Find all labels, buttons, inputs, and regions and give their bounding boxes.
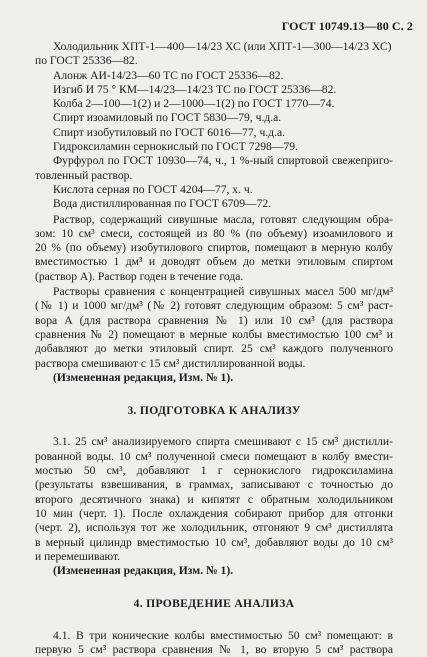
equipment-line: Спирт изобутиловый по ГОСТ 6016—77, ч.д.а. bbox=[53, 125, 286, 139]
text-line: рованной воды. 10 см³ полученной смеси помещают в колбу вмести- bbox=[35, 449, 393, 463]
text-line: (черт. 2), используя тот же холодильник, отгоняют 9 см³ дистиллята bbox=[35, 521, 393, 535]
text-line: в мерный цилиндр вместимостью 10 см³, добавляют воды до 10 см³ bbox=[35, 535, 393, 549]
text-line: зом: 10 см³ смеси, состоящей из 80 % (по объему) изоамилового и bbox=[35, 226, 393, 240]
equipment-line: Колба 2—100—1(2) и 2—1000—1(2) по ГОСТ 1770—74. bbox=[53, 97, 335, 111]
equipment-line: Кислота серная по ГОСТ 4204—77, х. ч. bbox=[53, 182, 253, 196]
text-line: добавляют до метки этиловый спирт. 25 см³ каждого полученного bbox=[35, 342, 393, 356]
equipment-line: по ГОСТ 25336—82. bbox=[35, 54, 138, 68]
equipment-list bbox=[35, 40, 393, 212]
text-line: 3.1. 25 см³ анализируемого спирта смешивают с 15 см³ дистилли- bbox=[53, 435, 393, 449]
text-line: Раствор, содержащий сивушные масла, готовят следующим обра- bbox=[53, 212, 393, 226]
equipment-line: Изгиб И 75 ° КМ—14/23—14/23 ТС по ГОСТ 25336—82. bbox=[53, 82, 337, 96]
revision-note: (Измененная редакция, Изм. № 1). bbox=[53, 564, 234, 578]
text-line: (раствор А). Раствор годен в течение года. bbox=[35, 269, 244, 283]
section-3-heading: 3. ПОДГОТОВКА К АНАЛИЗУ bbox=[127, 404, 301, 418]
text-line: первую 5 см³ раствора сравнения № 1, во вторую 5 см³ раствора bbox=[35, 642, 393, 656]
text-line: 4.1. В три конические колбы вместимостью 50 см³ помещают: в bbox=[53, 628, 393, 642]
paragraph-3-1 bbox=[35, 435, 393, 564]
text-line: и перемешивают. bbox=[35, 549, 121, 563]
text-line: мостью 50 см³, добавляют 1 г сернокислого гидроксиламина bbox=[35, 464, 393, 478]
paragraph-comparison-solutions bbox=[35, 285, 393, 371]
text-line: раствора смешивают с 15 см³ дистиллированной воды. bbox=[35, 356, 306, 370]
section-4-heading: 4. ПРОВЕДЕНИЕ АНАЛИЗА bbox=[133, 597, 295, 611]
text-line: 10 мин (черт. 1). После охлаждения собирают прибор для отгонки bbox=[35, 506, 393, 520]
equipment-line: Гидроксиламин сернокислый по ГОСТ 7298—79. bbox=[53, 140, 298, 154]
equipment-line: Спирт изоамиловый по ГОСТ 5830—79, ч.д.а. bbox=[53, 111, 282, 125]
equipment-line: товленный раствор. bbox=[35, 168, 133, 182]
page-content bbox=[35, 40, 393, 657]
text-line: (результаты взвешивания, в граммах, записывают с точностью до bbox=[35, 478, 393, 492]
equipment-line: Фурфурол по ГОСТ 10930—74, ч., 1 %-ный спиртовой свежеприго- bbox=[53, 154, 393, 168]
paragraph-solution-a bbox=[35, 213, 393, 284]
equipment-line: Алонж АИ-14/23—60 ТС по ГОСТ 25336—82. bbox=[53, 68, 284, 82]
revision-note: (Измененная редакция, Изм. № 1). bbox=[53, 370, 234, 384]
text-line: второго десятичного знака) и кипятят с обратным холодильником bbox=[35, 492, 393, 506]
equipment-line: Холодильник ХПТ-1—400—14/23 ХС (или ХПТ-1—300—14/23 ХС) bbox=[53, 40, 392, 53]
paragraph-4-1 bbox=[35, 629, 393, 657]
text-line: вора А (для раствора сравнения № 1) или 10 см³ (для раствора bbox=[35, 313, 393, 327]
text-line: вместимостью 1 дм³ и доводят объем до метки этиловым спиртом bbox=[35, 255, 393, 269]
text-line: сравнения № 2) помещают в мерные колбы вместимостью 100 см³ и bbox=[35, 327, 393, 341]
text-line: (№ 1) и 1000 мг/дм³ (№ 2) готовят следующим образом: 5 см³ раст- bbox=[35, 299, 393, 313]
equipment-line: Вода дистиллированная по ГОСТ 6709—72. bbox=[53, 197, 272, 211]
text-line: 20 % (по объему) изобутилового спиртов, помещают в мерную колбу bbox=[35, 241, 393, 255]
page-header: ГОСТ 10749.13—80 С. 2 bbox=[281, 19, 413, 33]
text-line: Растворы сравнения с концентрацией сивушных масел 500 мг/дм³ bbox=[53, 285, 393, 299]
